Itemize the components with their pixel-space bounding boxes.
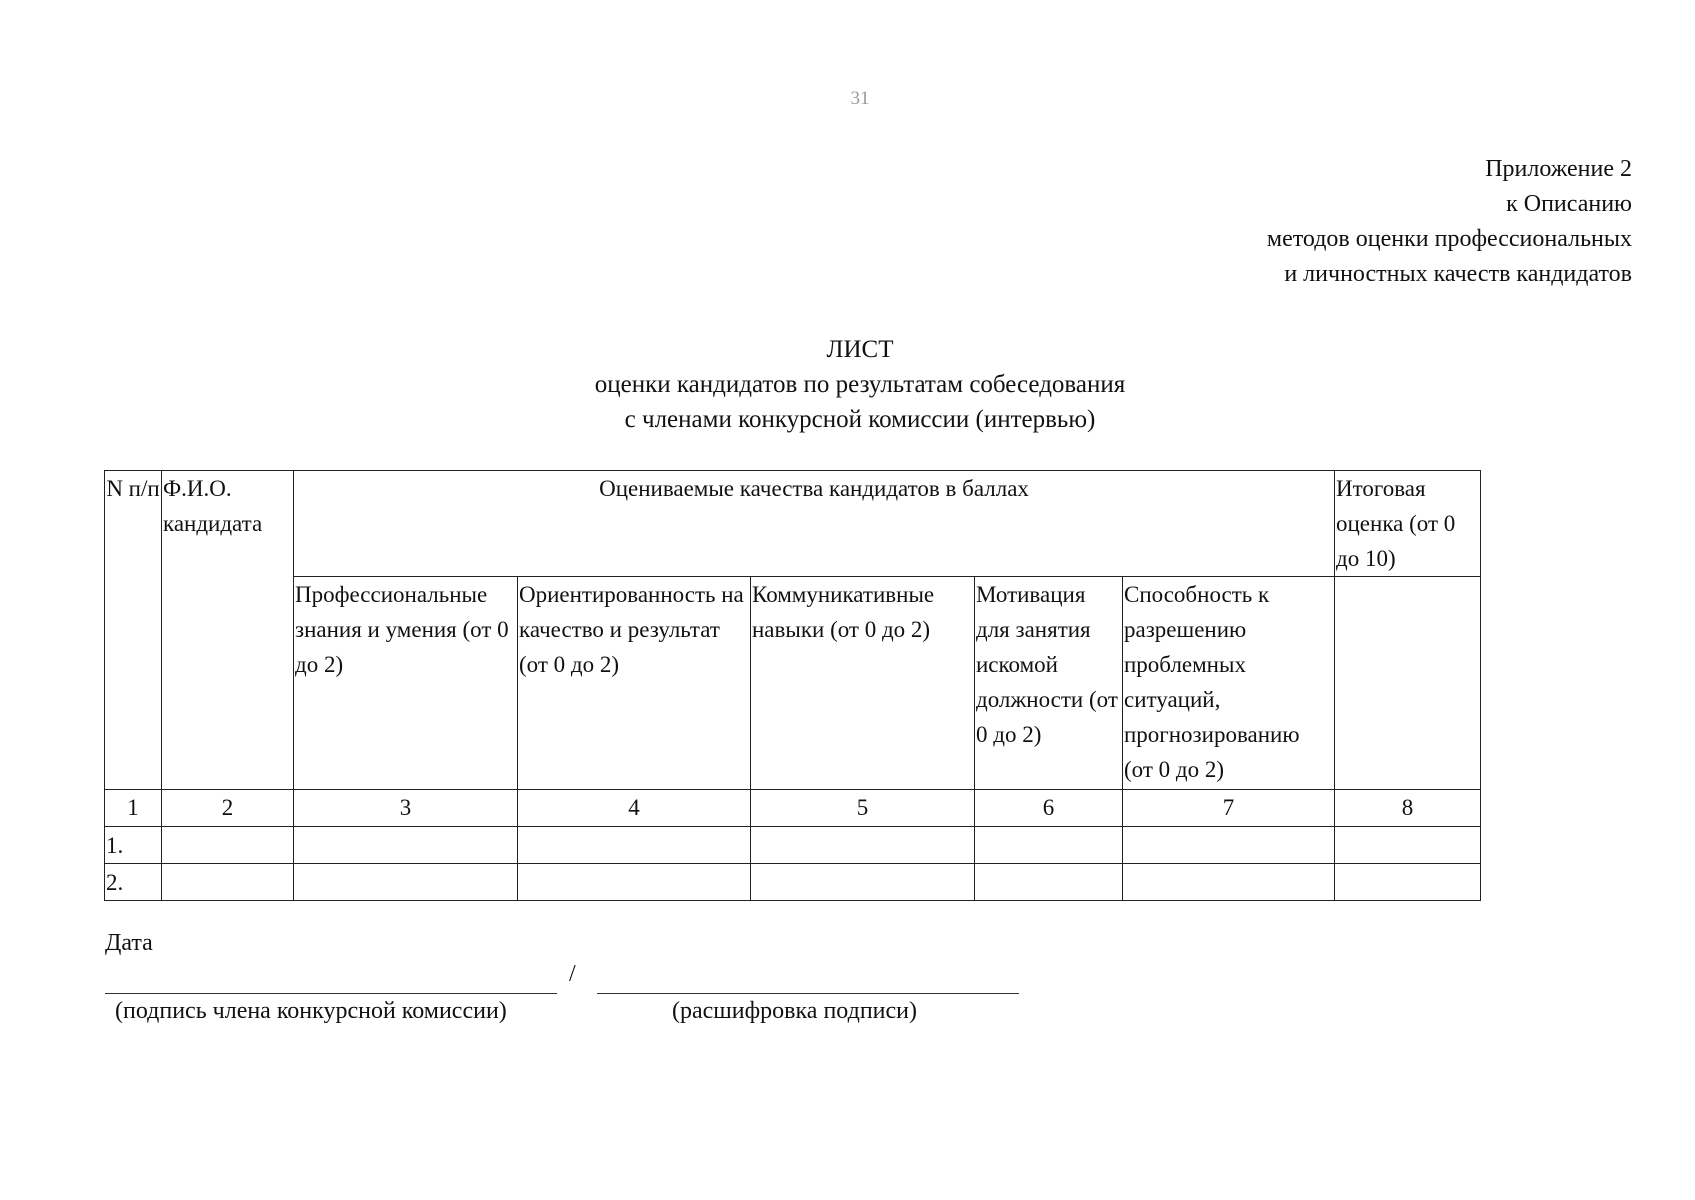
title-main: ЛИСТ	[826, 336, 894, 363]
table-cell[interactable]	[1335, 864, 1481, 901]
table-cell[interactable]	[162, 864, 294, 901]
column-number: 8	[1335, 790, 1481, 827]
table-cell[interactable]	[1123, 864, 1335, 901]
column-number: 5	[751, 790, 975, 827]
column-numbers-row	[105, 790, 1481, 827]
subheader-quality-orientation: Ориентированность на качество и результат (от 0 до 2)	[518, 577, 751, 790]
column-number: 2	[162, 790, 294, 827]
header-total-score: Итоговая оценка (от 0 до 10)	[1335, 471, 1481, 577]
signature-caption: (подпись члена конкурсной комиссии)	[115, 998, 507, 1024]
table-cell[interactable]	[518, 864, 751, 901]
table-cell[interactable]	[1335, 827, 1481, 864]
appendix-note	[1267, 152, 1632, 292]
table-row	[105, 827, 1481, 864]
table-cell[interactable]	[294, 827, 518, 864]
title-subtitle: с членами конкурсной комиссии (интервью)	[624, 406, 1096, 433]
signature-separator: /	[569, 961, 576, 987]
appendix-line: Приложение 2	[1485, 156, 1632, 182]
sheet-title	[0, 332, 1695, 437]
row-number: 2.	[105, 864, 162, 901]
table-cell[interactable]	[975, 827, 1123, 864]
table-cell[interactable]	[751, 864, 975, 901]
subheader-row	[105, 577, 1481, 790]
subheader-total-empty	[1335, 577, 1481, 790]
subheader-motivation: Мотивация для занятия искомой должности (от 0 до 2)	[975, 577, 1123, 790]
title-subtitle: оценки кандидатов по результатам собеседования	[594, 371, 1126, 398]
subheader-communication-skills: Коммуникативные навыки (от 0 до 2)	[751, 577, 975, 790]
header-number: N п/п	[105, 471, 162, 790]
appendix-line: и личностных качеств кандидатов	[1284, 261, 1632, 287]
subheader-problem-solving: Способность к разрешению проблемных ситуаций, прогнозированию (от 0 до 2)	[1123, 577, 1335, 790]
column-number: 3	[294, 790, 518, 827]
table-cell[interactable]	[162, 827, 294, 864]
column-number: 6	[975, 790, 1123, 827]
page-number: 31	[850, 88, 870, 109]
signature-decoding-caption: (расшифровка подписи)	[672, 998, 917, 1024]
signature-decoding-line[interactable]	[597, 993, 1019, 994]
row-number: 1.	[105, 827, 162, 864]
signature-line[interactable]	[105, 993, 557, 994]
appendix-line: к Описанию	[1506, 191, 1632, 217]
header-candidate-name: Ф.И.О. кандидата	[162, 471, 294, 790]
header-qualities: Оцениваемые качества кандидатов в баллах	[294, 471, 1335, 577]
column-number: 4	[518, 790, 751, 827]
evaluation-table	[104, 470, 1481, 901]
table-cell[interactable]	[751, 827, 975, 864]
table-row	[105, 864, 1481, 901]
table-cell[interactable]	[294, 864, 518, 901]
table-cell[interactable]	[518, 827, 751, 864]
appendix-line: методов оценки профессиональных	[1266, 226, 1632, 252]
table-cell[interactable]	[1123, 827, 1335, 864]
header-row	[105, 471, 1481, 577]
subheader-professional-knowledge: Профессиональные знания и умения (от 0 до 2)	[294, 577, 518, 790]
column-number: 7	[1123, 790, 1335, 827]
column-number: 1	[105, 790, 162, 827]
table-cell[interactable]	[975, 864, 1123, 901]
date-label: Дата	[105, 930, 153, 956]
